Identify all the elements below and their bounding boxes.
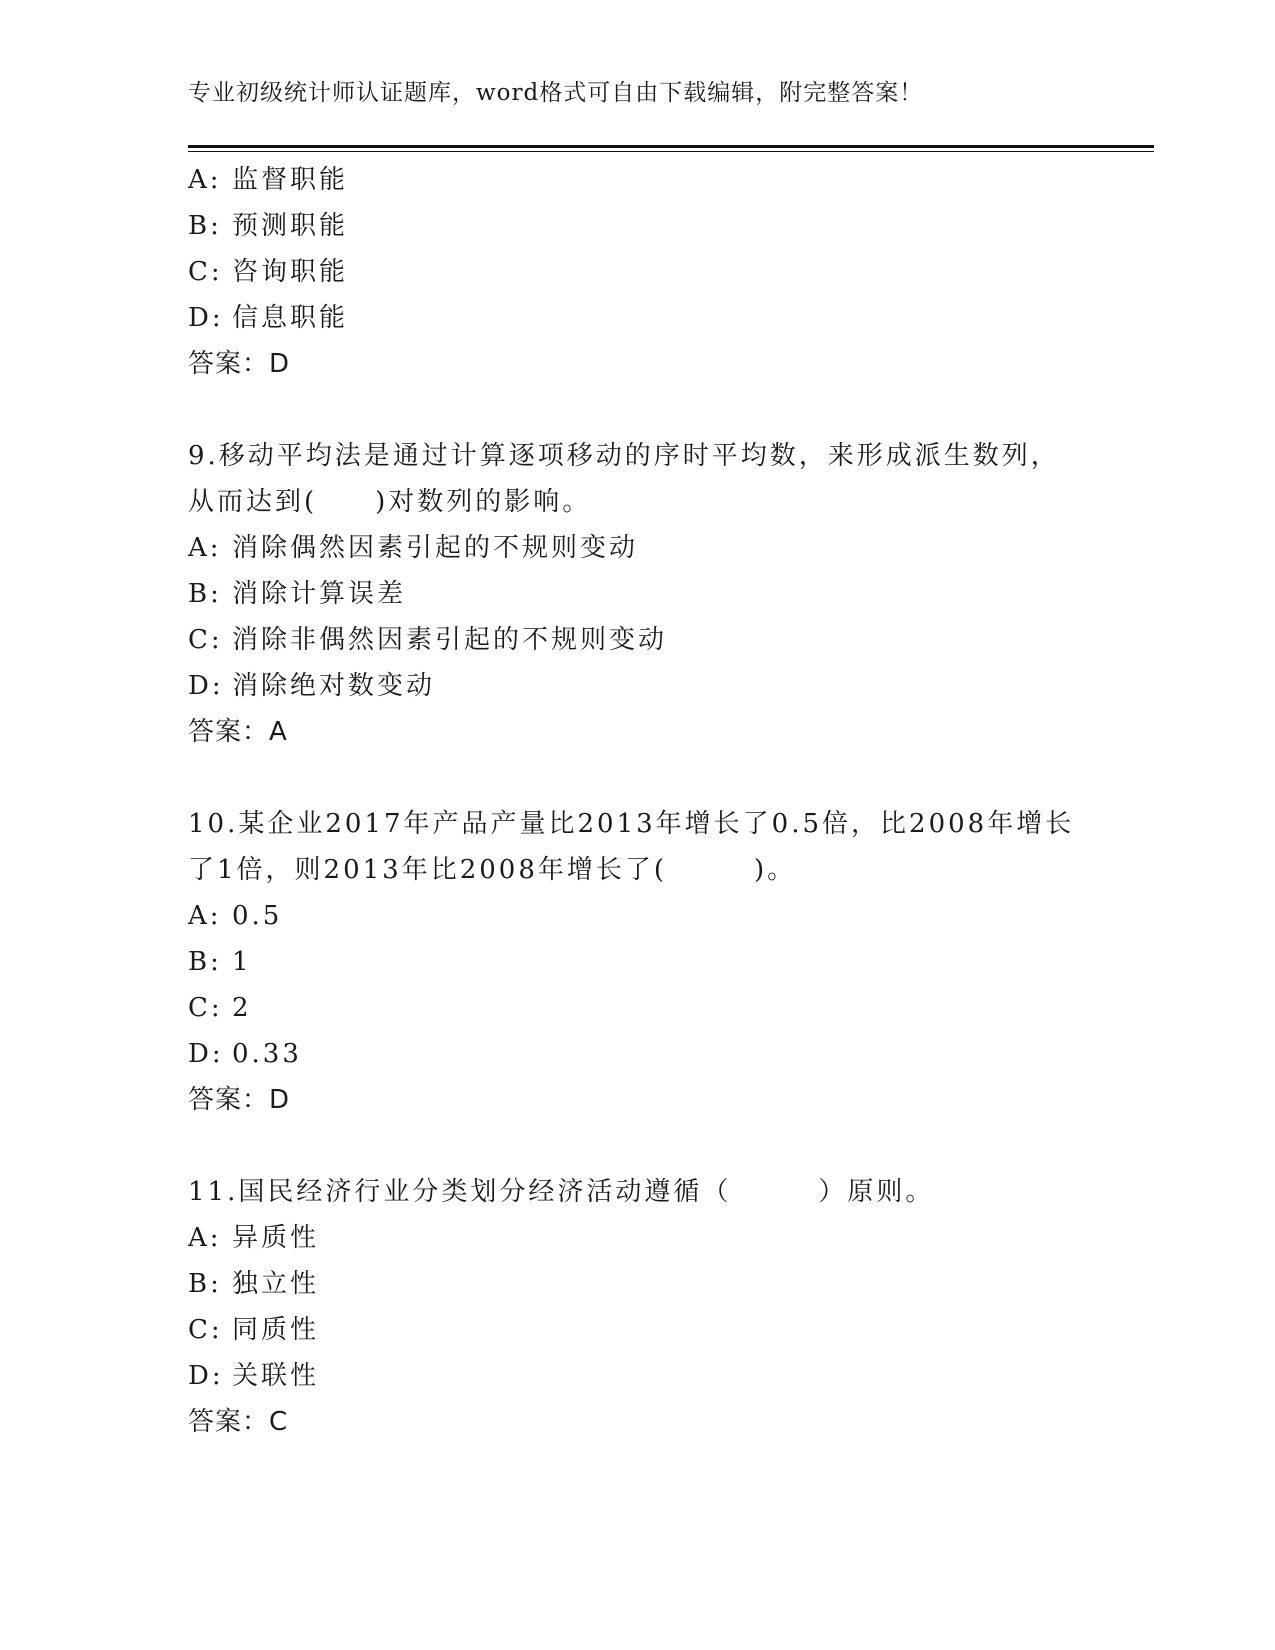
question-stem-line: 10.某企业2017年产品产量比2013年增长了0.5倍，比2008年增长 xyxy=(188,809,1075,839)
option-text: 预测职能 xyxy=(232,211,349,241)
option-text: 咨询职能 xyxy=(232,257,349,287)
answer-line: 答案：D xyxy=(188,1085,291,1115)
option-a xyxy=(188,893,1088,939)
question-stem-line: 9.移动平均法是通过计算逐项移动的序时平均数，来形成派生数列， xyxy=(188,441,1060,471)
option-letter: A: xyxy=(188,901,222,931)
question-block-11 xyxy=(188,1169,1088,1445)
option-letter: B: xyxy=(188,947,222,977)
option-d xyxy=(188,1353,1088,1399)
option-d xyxy=(188,295,1088,341)
option-letter: B: xyxy=(188,1269,222,1299)
option-letter: C: xyxy=(188,625,223,655)
option-letter: A: xyxy=(188,165,222,195)
question-stem-line: 从而达到( )对数列的影响。 xyxy=(188,487,592,517)
option-text: 独立性 xyxy=(232,1269,320,1299)
option-text: 关联性 xyxy=(232,1361,320,1391)
option-text: 消除非偶然因素引起的不规则变动 xyxy=(232,625,668,655)
option-letter: C: xyxy=(188,1315,223,1345)
answer-line: 答案：C xyxy=(188,1407,289,1437)
option-c xyxy=(188,985,1088,1031)
header-note: 专业初级统计师认证题库，word格式可自由下载编辑，附完整答案！ xyxy=(188,80,924,106)
option-b xyxy=(188,1261,1088,1307)
question-list xyxy=(188,157,1088,1445)
option-c xyxy=(188,249,1088,295)
option-b xyxy=(188,571,1088,617)
header-rule-thin xyxy=(188,151,1154,152)
option-c xyxy=(188,617,1088,663)
question-block-9 xyxy=(188,433,1088,755)
option-d xyxy=(188,663,1088,709)
option-a xyxy=(188,525,1088,571)
option-letter: D: xyxy=(188,1039,224,1069)
option-text: 1 xyxy=(232,947,252,977)
option-text: 异质性 xyxy=(232,1223,320,1253)
option-letter: A: xyxy=(188,1223,222,1253)
option-letter: B: xyxy=(188,579,222,609)
spacer xyxy=(188,755,1088,801)
option-letter: D: xyxy=(188,671,224,701)
option-c xyxy=(188,1307,1088,1353)
option-text: 消除绝对数变动 xyxy=(232,671,436,701)
option-text: 2 xyxy=(232,993,252,1023)
question-block-8 xyxy=(188,157,1088,387)
option-b xyxy=(188,939,1088,985)
question-block-10 xyxy=(188,801,1088,1123)
question-stem-line: 11.国民经济行业分类划分经济活动遵循（ ）原则。 xyxy=(188,1177,935,1207)
option-letter: A: xyxy=(188,533,222,563)
option-text: 信息职能 xyxy=(232,303,349,333)
option-d xyxy=(188,1031,1088,1077)
option-letter: C: xyxy=(188,257,223,287)
option-letter: C: xyxy=(188,993,223,1023)
option-a xyxy=(188,1215,1088,1261)
option-text: 同质性 xyxy=(232,1315,320,1345)
spacer xyxy=(188,1123,1088,1169)
option-text: 监督职能 xyxy=(232,165,349,195)
question-stem-line: 了1倍，则2013年比2008年增长了( )。 xyxy=(188,855,797,885)
option-text: 0.33 xyxy=(232,1039,302,1069)
option-letter: B: xyxy=(188,211,222,241)
answer-line: 答案：D xyxy=(188,349,291,379)
option-text: 消除计算误差 xyxy=(232,579,407,609)
option-text: 0.5 xyxy=(232,901,283,931)
option-letter: D: xyxy=(188,1361,224,1391)
option-text: 消除偶然因素引起的不规则变动 xyxy=(232,533,639,563)
option-a xyxy=(188,157,1088,203)
spacer xyxy=(188,387,1088,433)
answer-line: 答案：A xyxy=(188,717,288,747)
option-b xyxy=(188,203,1088,249)
option-letter: D: xyxy=(188,303,224,333)
header-rule-thick xyxy=(188,145,1154,148)
